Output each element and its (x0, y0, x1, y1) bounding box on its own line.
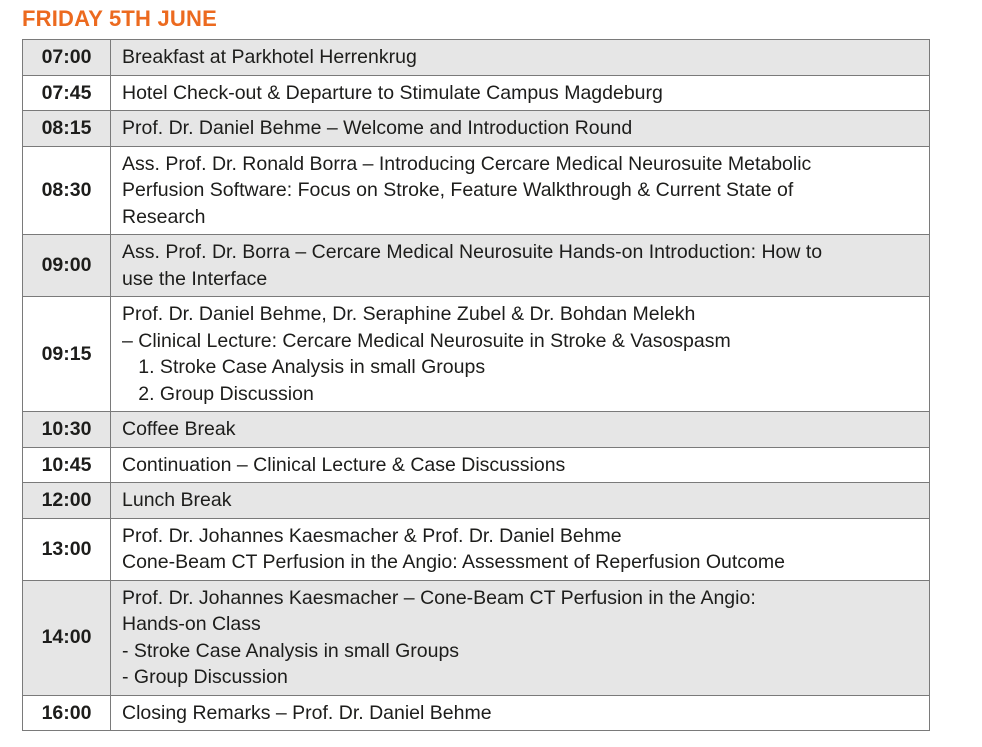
schedule-description (111, 75, 930, 111)
description-line: Closing Remarks – Prof. Dr. Daniel Behme (122, 701, 492, 724)
description-line: Research (122, 205, 206, 228)
description-line: Hotel Check-out & Departure to Stimulate Campus Magdeburg (122, 81, 663, 104)
description-line: Breakfast at Parkhotel Herrenkrug (122, 46, 417, 68)
schedule-description (111, 580, 930, 695)
schedule-row (23, 447, 930, 483)
schedule-time: 10:30 (23, 412, 111, 448)
schedule-row (23, 580, 930, 695)
description-line: Hands-on Class (122, 613, 261, 635)
schedule-time: 07:00 (23, 40, 111, 76)
schedule-description (111, 412, 930, 448)
schedule-row (23, 297, 930, 412)
description-line: Prof. Dr. Johannes Kaesmacher – Cone-Beam CT Perfusion in the Angio: (122, 586, 756, 609)
description-line: – Clinical Lecture: Cercare Medical Neurosuite in Stroke & Vasospasm (122, 329, 731, 352)
schedule-time: 07:45 (23, 75, 111, 111)
schedule-time: 09:15 (23, 297, 111, 412)
description-line: 1. Stroke Case Analysis in small Groups (122, 356, 486, 378)
description-line: Continuation – Clinical Lecture & Case Discussions (122, 453, 566, 476)
schedule-description (111, 146, 930, 235)
description-line: Prof. Dr. Daniel Behme – Welcome and Introduction Round (122, 117, 633, 139)
schedule-row (23, 146, 930, 235)
schedule-description (111, 518, 930, 580)
description-line: Ass. Prof. Dr. Borra – Cercare Medical Neurosuite Hands-on Introduction: How to (122, 241, 823, 263)
description-line: - Group Discussion (122, 666, 288, 688)
description-line: Perfusion Software: Focus on Stroke, Feature Walkthrough & Current State of (122, 179, 794, 201)
schedule-row (23, 412, 930, 448)
schedule-description (111, 483, 930, 519)
schedule-time: 09:00 (23, 235, 111, 297)
schedule-row (23, 40, 930, 76)
schedule-row (23, 75, 930, 111)
description-line: Coffee Break (122, 418, 236, 440)
description-line: Prof. Dr. Johannes Kaesmacher & Prof. Dr. Daniel Behme (122, 524, 622, 547)
schedule-row (23, 111, 930, 147)
schedule-time: 13:00 (23, 518, 111, 580)
schedule-time: 10:45 (23, 447, 111, 483)
schedule-description (111, 297, 930, 412)
schedule-row (23, 483, 930, 519)
description-line: 2. Group Discussion (122, 382, 314, 405)
schedule-time: 08:15 (23, 111, 111, 147)
schedule-time: 12:00 (23, 483, 111, 519)
schedule-description (111, 447, 930, 483)
description-line: Cone-Beam CT Perfusion in the Angio: Assessment of Reperfusion Outcome (122, 551, 785, 573)
schedule-row (23, 695, 930, 731)
description-line: Ass. Prof. Dr. Ronald Borra – Introducing Cercare Medical Neurosuite Metabolic (122, 152, 812, 175)
description-line: Prof. Dr. Daniel Behme, Dr. Seraphine Zubel & Dr. Bohdan Melekh (122, 303, 696, 325)
schedule-description (111, 695, 930, 731)
schedule-description (111, 235, 930, 297)
description-line: - Stroke Case Analysis in small Groups (122, 639, 460, 662)
schedule-time: 16:00 (23, 695, 111, 731)
schedule-row (23, 235, 930, 297)
page-title: FRIDAY 5TH JUNE (22, 6, 217, 31)
schedule-description (111, 111, 930, 147)
description-line: Lunch Break (122, 489, 232, 511)
schedule-table (22, 39, 930, 731)
description-line: use the Interface (122, 267, 268, 290)
schedule-description (111, 40, 930, 76)
schedule-row (23, 518, 930, 580)
schedule-time: 14:00 (23, 580, 111, 695)
schedule-time: 08:30 (23, 146, 111, 235)
schedule-body (23, 40, 930, 731)
